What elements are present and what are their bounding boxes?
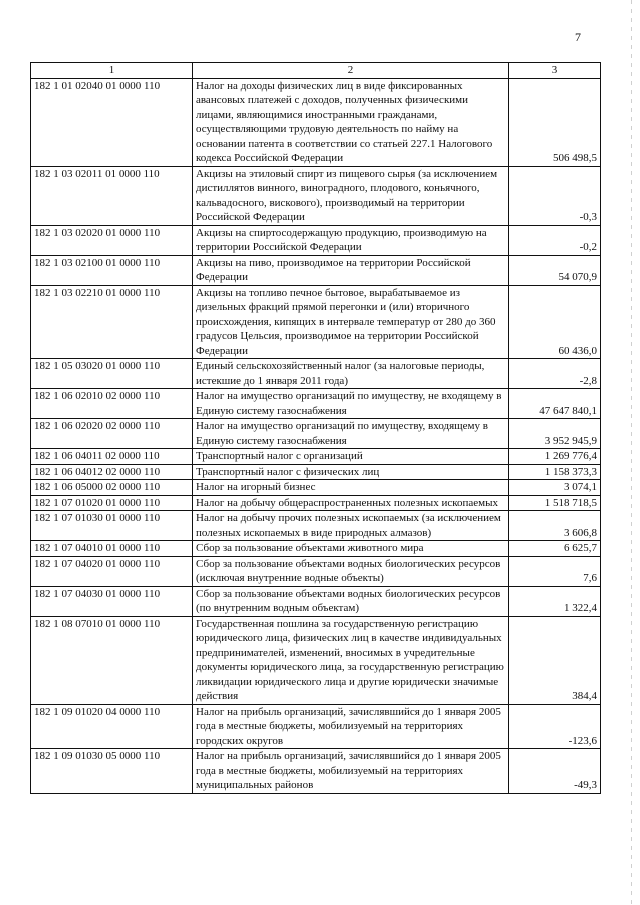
row-name: Налог на игорный бизнес bbox=[193, 480, 509, 496]
table-row bbox=[31, 419, 601, 449]
row-code: 182 1 06 04012 02 0000 110 bbox=[31, 464, 193, 480]
row-name: Налог на прибыль организаций, зачислявшийся до 1 января 2005 года в местные бюджеты, мобилизуемый на территориях городских округов bbox=[193, 704, 509, 749]
table-row bbox=[31, 78, 601, 166]
row-name: Транспортный налог с организаций bbox=[193, 449, 509, 465]
row-code: 182 1 08 07010 01 0000 110 bbox=[31, 616, 193, 704]
row-code: 182 1 06 02020 02 0000 110 bbox=[31, 419, 193, 449]
header-row bbox=[31, 63, 601, 79]
row-name: Налог на прибыль организаций, зачислявшийся до 1 января 2005 года в местные бюджеты, мобилизуемый на территориях муниципальных районов bbox=[193, 749, 509, 794]
row-code: 182 1 07 01020 01 0000 110 bbox=[31, 495, 193, 511]
row-amount: 7,6 bbox=[509, 556, 601, 586]
table-row bbox=[31, 285, 601, 359]
row-name: Налог на имущество организаций по имуществу, входящему в Единую систему газоснабжения bbox=[193, 419, 509, 449]
row-code: 182 1 06 05000 02 0000 110 bbox=[31, 480, 193, 496]
table-row bbox=[31, 511, 601, 541]
row-name: Налог на добычу прочих полезных ископаемых (за исключением полезных ископаемых в виде природных алмазов) bbox=[193, 511, 509, 541]
row-name: Акцизы на этиловый спирт из пищевого сырья (за исключением дистиллятов винного, виноградного, плодового, коньячного, кальвадосного, вискового), производимый на территории Российской Федерации bbox=[193, 166, 509, 225]
row-amount: -0,3 bbox=[509, 166, 601, 225]
column-header-1: 1 bbox=[31, 63, 193, 79]
row-amount: 3 074,1 bbox=[509, 480, 601, 496]
row-code: 182 1 07 04010 01 0000 110 bbox=[31, 541, 193, 557]
row-amount: -0,2 bbox=[509, 225, 601, 255]
table-row bbox=[31, 166, 601, 225]
row-amount: 1 269 776,4 bbox=[509, 449, 601, 465]
row-amount: 1 322,4 bbox=[509, 586, 601, 616]
row-name: Акцизы на спиртосодержащую продукцию, производимую на территории Российской Федерации bbox=[193, 225, 509, 255]
row-name: Сбор за пользование объектами животного мира bbox=[193, 541, 509, 557]
row-name: Налог на имущество организаций по имуществу, не входящему в Единую систему газоснабжения bbox=[193, 389, 509, 419]
table-row bbox=[31, 556, 601, 586]
row-name: Государственная пошлина за государственную регистрацию юридического лица, физических лиц в качестве индивидуальных предпринимателей, изменений, вносимых в учредительные документы юридического лица, за государственную регистрацию ликвидации юридического лица и другие юридически значимые действия bbox=[193, 616, 509, 704]
row-code: 182 1 09 01020 04 0000 110 bbox=[31, 704, 193, 749]
row-amount: 3 606,8 bbox=[509, 511, 601, 541]
row-amount: -2,8 bbox=[509, 359, 601, 389]
table-row bbox=[31, 495, 601, 511]
row-name: Налог на доходы физических лиц в виде фиксированных авансовых платежей с доходов, полученных физическими лицами, являющимися иностранными гражданами, осуществляющими трудовую деятельность по найму на основании патента в соответствии со статьей 227.1 Налогового кодекса Российской Федерации bbox=[193, 78, 509, 166]
row-name: Транспортный налог с физических лиц bbox=[193, 464, 509, 480]
row-amount: -49,3 bbox=[509, 749, 601, 794]
row-amount: 3 952 945,9 bbox=[509, 419, 601, 449]
row-code: 182 1 07 01030 01 0000 110 bbox=[31, 511, 193, 541]
table-row bbox=[31, 389, 601, 419]
row-code: 182 1 03 02011 01 0000 110 bbox=[31, 166, 193, 225]
table-row bbox=[31, 255, 601, 285]
row-code: 182 1 06 02010 02 0000 110 bbox=[31, 389, 193, 419]
revenue-table bbox=[30, 62, 601, 794]
row-amount: 60 436,0 bbox=[509, 285, 601, 359]
row-code: 182 1 03 02210 01 0000 110 bbox=[31, 285, 193, 359]
scan-edge-artifact bbox=[631, 0, 632, 905]
table-row bbox=[31, 616, 601, 704]
table-row bbox=[31, 749, 601, 794]
row-name: Сбор за пользование объектами водных биологических ресурсов (исключая внутренние водные объекты) bbox=[193, 556, 509, 586]
row-name: Акцизы на топливо печное бытовое, вырабатываемое из дизельных фракций прямой перегонки и (или) вторичного происхождения, кипящих в интервале температур от 280 до 360 градусов Цельсия, производимое на территории Российской Федерации bbox=[193, 285, 509, 359]
row-code: 182 1 05 03020 01 0000 110 bbox=[31, 359, 193, 389]
row-amount: 54 070,9 bbox=[509, 255, 601, 285]
table-row bbox=[31, 359, 601, 389]
column-header-3: 3 bbox=[509, 63, 601, 79]
row-code: 182 1 09 01030 05 0000 110 bbox=[31, 749, 193, 794]
row-name: Сбор за пользование объектами водных биологических ресурсов (по внутренним водным объектам) bbox=[193, 586, 509, 616]
row-code: 182 1 03 02100 01 0000 110 bbox=[31, 255, 193, 285]
page-number: 7 bbox=[575, 30, 581, 44]
row-code: 182 1 03 02020 01 0000 110 bbox=[31, 225, 193, 255]
table-row bbox=[31, 541, 601, 557]
table-row bbox=[31, 480, 601, 496]
row-name: Налог на добычу общераспространенных полезных ископаемых bbox=[193, 495, 509, 511]
table-row bbox=[31, 586, 601, 616]
column-header-2: 2 bbox=[193, 63, 509, 79]
row-amount: 6 625,7 bbox=[509, 541, 601, 557]
row-amount: 47 647 840,1 bbox=[509, 389, 601, 419]
row-amount: 506 498,5 bbox=[509, 78, 601, 166]
row-code: 182 1 07 04020 01 0000 110 bbox=[31, 556, 193, 586]
row-amount: 384,4 bbox=[509, 616, 601, 704]
row-name: Единый сельскохозяйственный налог (за налоговые периоды, истекшие до 1 января 2011 года) bbox=[193, 359, 509, 389]
table-row bbox=[31, 704, 601, 749]
row-code: 182 1 07 04030 01 0000 110 bbox=[31, 586, 193, 616]
row-amount: 1 158 373,3 bbox=[509, 464, 601, 480]
table-row bbox=[31, 449, 601, 465]
row-code: 182 1 06 04011 02 0000 110 bbox=[31, 449, 193, 465]
row-name: Акцизы на пиво, производимое на территории Российской Федерации bbox=[193, 255, 509, 285]
table-row bbox=[31, 464, 601, 480]
row-amount: -123,6 bbox=[509, 704, 601, 749]
row-code: 182 1 01 02040 01 0000 110 bbox=[31, 78, 193, 166]
table-row bbox=[31, 225, 601, 255]
row-amount: 1 518 718,5 bbox=[509, 495, 601, 511]
